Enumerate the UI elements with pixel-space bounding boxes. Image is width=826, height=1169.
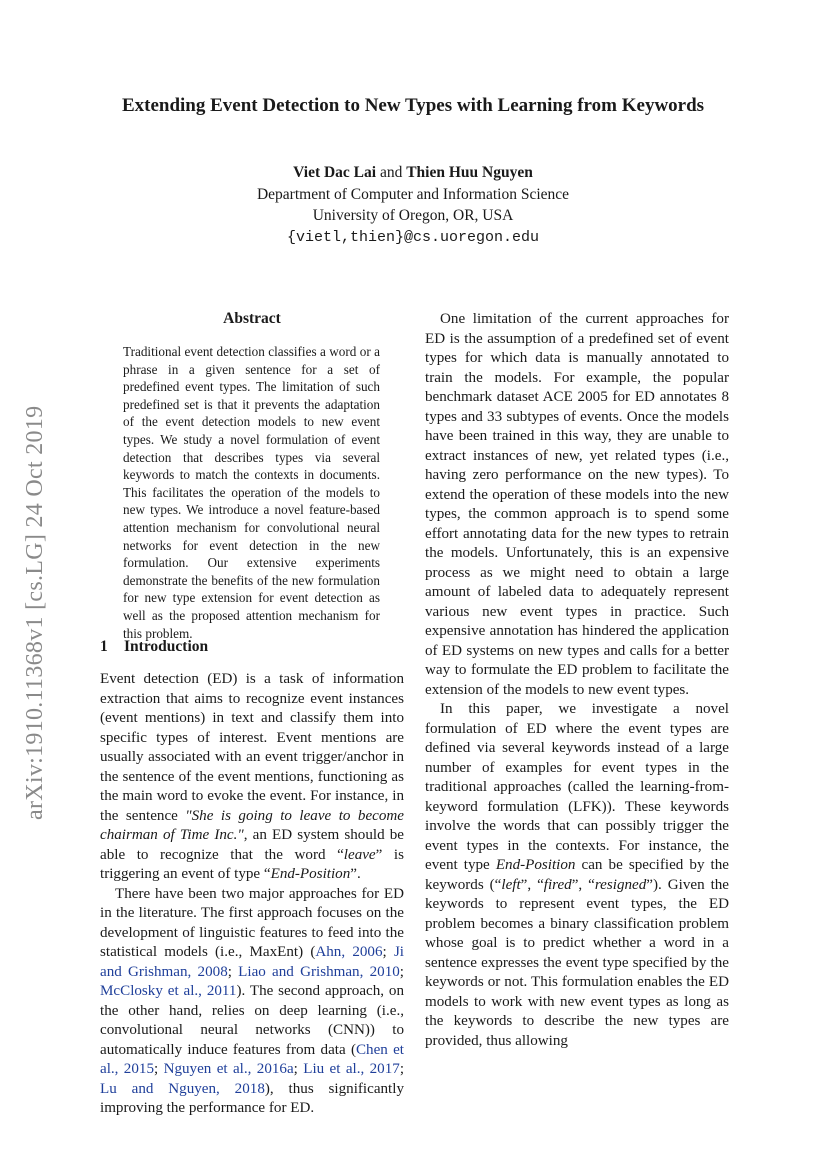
author-department: Department of Computer and Information Science	[256, 185, 570, 203]
keyword: resigned	[594, 876, 647, 893]
paragraph-1: Event detection (ED) is a task of information extraction that aims to recognize event instances (event mentions) in text and classify them into specific types of interest. Event mentions are usually associated with an event trigger/anchor in the sentence of the event mentions, functioning as the main word to evoke the event. For instance, in the sentence "She is going to leave to become chairman of Time Inc.", an ED system should be able to recognize that the word “leave” is triggering an event of type “End-Position”.	[100, 671, 405, 882]
abstract-text: Traditional event detection classifies a word or a phrase in a given sentence for a set of predefined event types. The limitation of such predefined set is that it prevents the adaptation of the event detection models to new event types. We study a novel formulation of event detection that describes types via several keywords to match the contexts in documents. This facilitates the operation of the models to new types. We introduce a novel feature-based attention mechanism for convolutional neural networks for event detection in the new formulation. Our extensive experiments demonstrate the benefits of the new formulation for new type extension for event detection as well as the proposed attention mechanism for this problem.	[123, 344, 380, 641]
author-block	[0, 162, 826, 248]
citation-link[interactable]: Chen et al., 2015	[100, 1041, 404, 1077]
author-university: University of Oregon, OR, USA	[312, 207, 514, 224]
example-sentence: "She is going to leave to become chairman of Time Inc."	[100, 807, 404, 843]
event-type: End-Position	[270, 866, 351, 882]
trigger-word: leave	[343, 846, 376, 863]
author-email: {vietl,thien}@cs.uoregon.edu	[286, 228, 540, 246]
section-number: 1	[100, 638, 108, 655]
right-column	[425, 310, 729, 1051]
keyword: left	[501, 876, 521, 893]
citation-link[interactable]: McClosky et al., 2011	[100, 983, 237, 999]
citation-link[interactable]: Liu et al., 2017	[303, 1061, 400, 1077]
section-title: Introduction	[124, 638, 209, 655]
author-1: Viet Dac Lai	[293, 164, 377, 181]
paragraph-3: One limitation of the current approaches for ED is the assumption of a predefined set of event types for which data is manually annotated to train the models. For example, the popular benchmark dataset ACE 2005 for ED annotates 8 types and 33 subtypes of events. Once the models have been trained in this way, they are unable to extract instances of new, yet related types (i.e., having zero performance on the new types). To extend the operation of these models into the new types, the common approach is to spend some effort annotating data for the new types to retrain the models. Unfortunately, this is an expensive process as we might need to obtain a large amount of labeled data to adequately represent various new event types in practice. Such expensive annotation has hindered the application of ED systems on new types and calls for a better way to formulate the ED problem to facilitate the extension of the models to new event types.	[425, 311, 729, 698]
event-type: End-Position	[495, 857, 576, 873]
paragraph-4: In this paper, we investigate a novel formulation of ED where the event types are defined via several keywords instead of a large number of examples for event types in the traditional approaches (called the learning-from-keyword formulation (LFK)). These keywords involve the words that can possibly trigger the event types in the contexts. For instance, the event type End-Position can be specified by the keywords (“left”, “fired”, “resigned”). Given the keywords to represent event types, the ED problem becomes a binary classification problem whose goal is to predict whether a word in a sentence expresses the event type specified by the keywords or not. This formulation enables the ED models to work with new event types as long as the keywords to describe the new types are provided, thus allowing	[425, 701, 730, 1049]
author-2: Thien Huu Nguyen	[406, 164, 533, 181]
abstract-heading: Abstract	[223, 310, 281, 327]
section-heading	[100, 638, 208, 656]
left-column	[100, 670, 404, 1119]
arxiv-identifier: arXiv:1910.11368v1 [cs.LG] 24 Oct 2019	[22, 405, 48, 820]
citation-link[interactable]: Nguyen et al., 2016a	[163, 1061, 294, 1077]
citation-link[interactable]: Lu and Nguyen, 2018	[100, 1080, 265, 1097]
paper-title: Extending Event Detection to New Types with Learning from Keywords	[121, 95, 705, 116]
keyword: fired	[543, 876, 572, 893]
author-conjunction: and	[379, 164, 403, 181]
paragraph-2: There have been two major approaches for ED in the literature. The first approach focuses on the development of linguistic features to feed into the statistical models (i.e., MaxEnt) (Ahn, 2006; Ji and Grishman, 2008; Liao and Grishman, 2010; McClosky et al., 2011). The second approach, on the other hand, relies on deep learning (i.e., convolutional neural networks (CNN)) to automatically induce features from data (Chen et al., 2015; Nguyen et al., 2016a; Liu et al., 2017; Lu and Nguyen, 2018), thus significantly improving the performance for ED.	[100, 885, 405, 1116]
citation-link[interactable]: Ahn, 2006	[315, 944, 383, 960]
citation-link[interactable]: Liao and Grishman, 2010	[238, 963, 400, 980]
citation-link[interactable]: Ji and Grishman, 2008	[100, 944, 405, 980]
